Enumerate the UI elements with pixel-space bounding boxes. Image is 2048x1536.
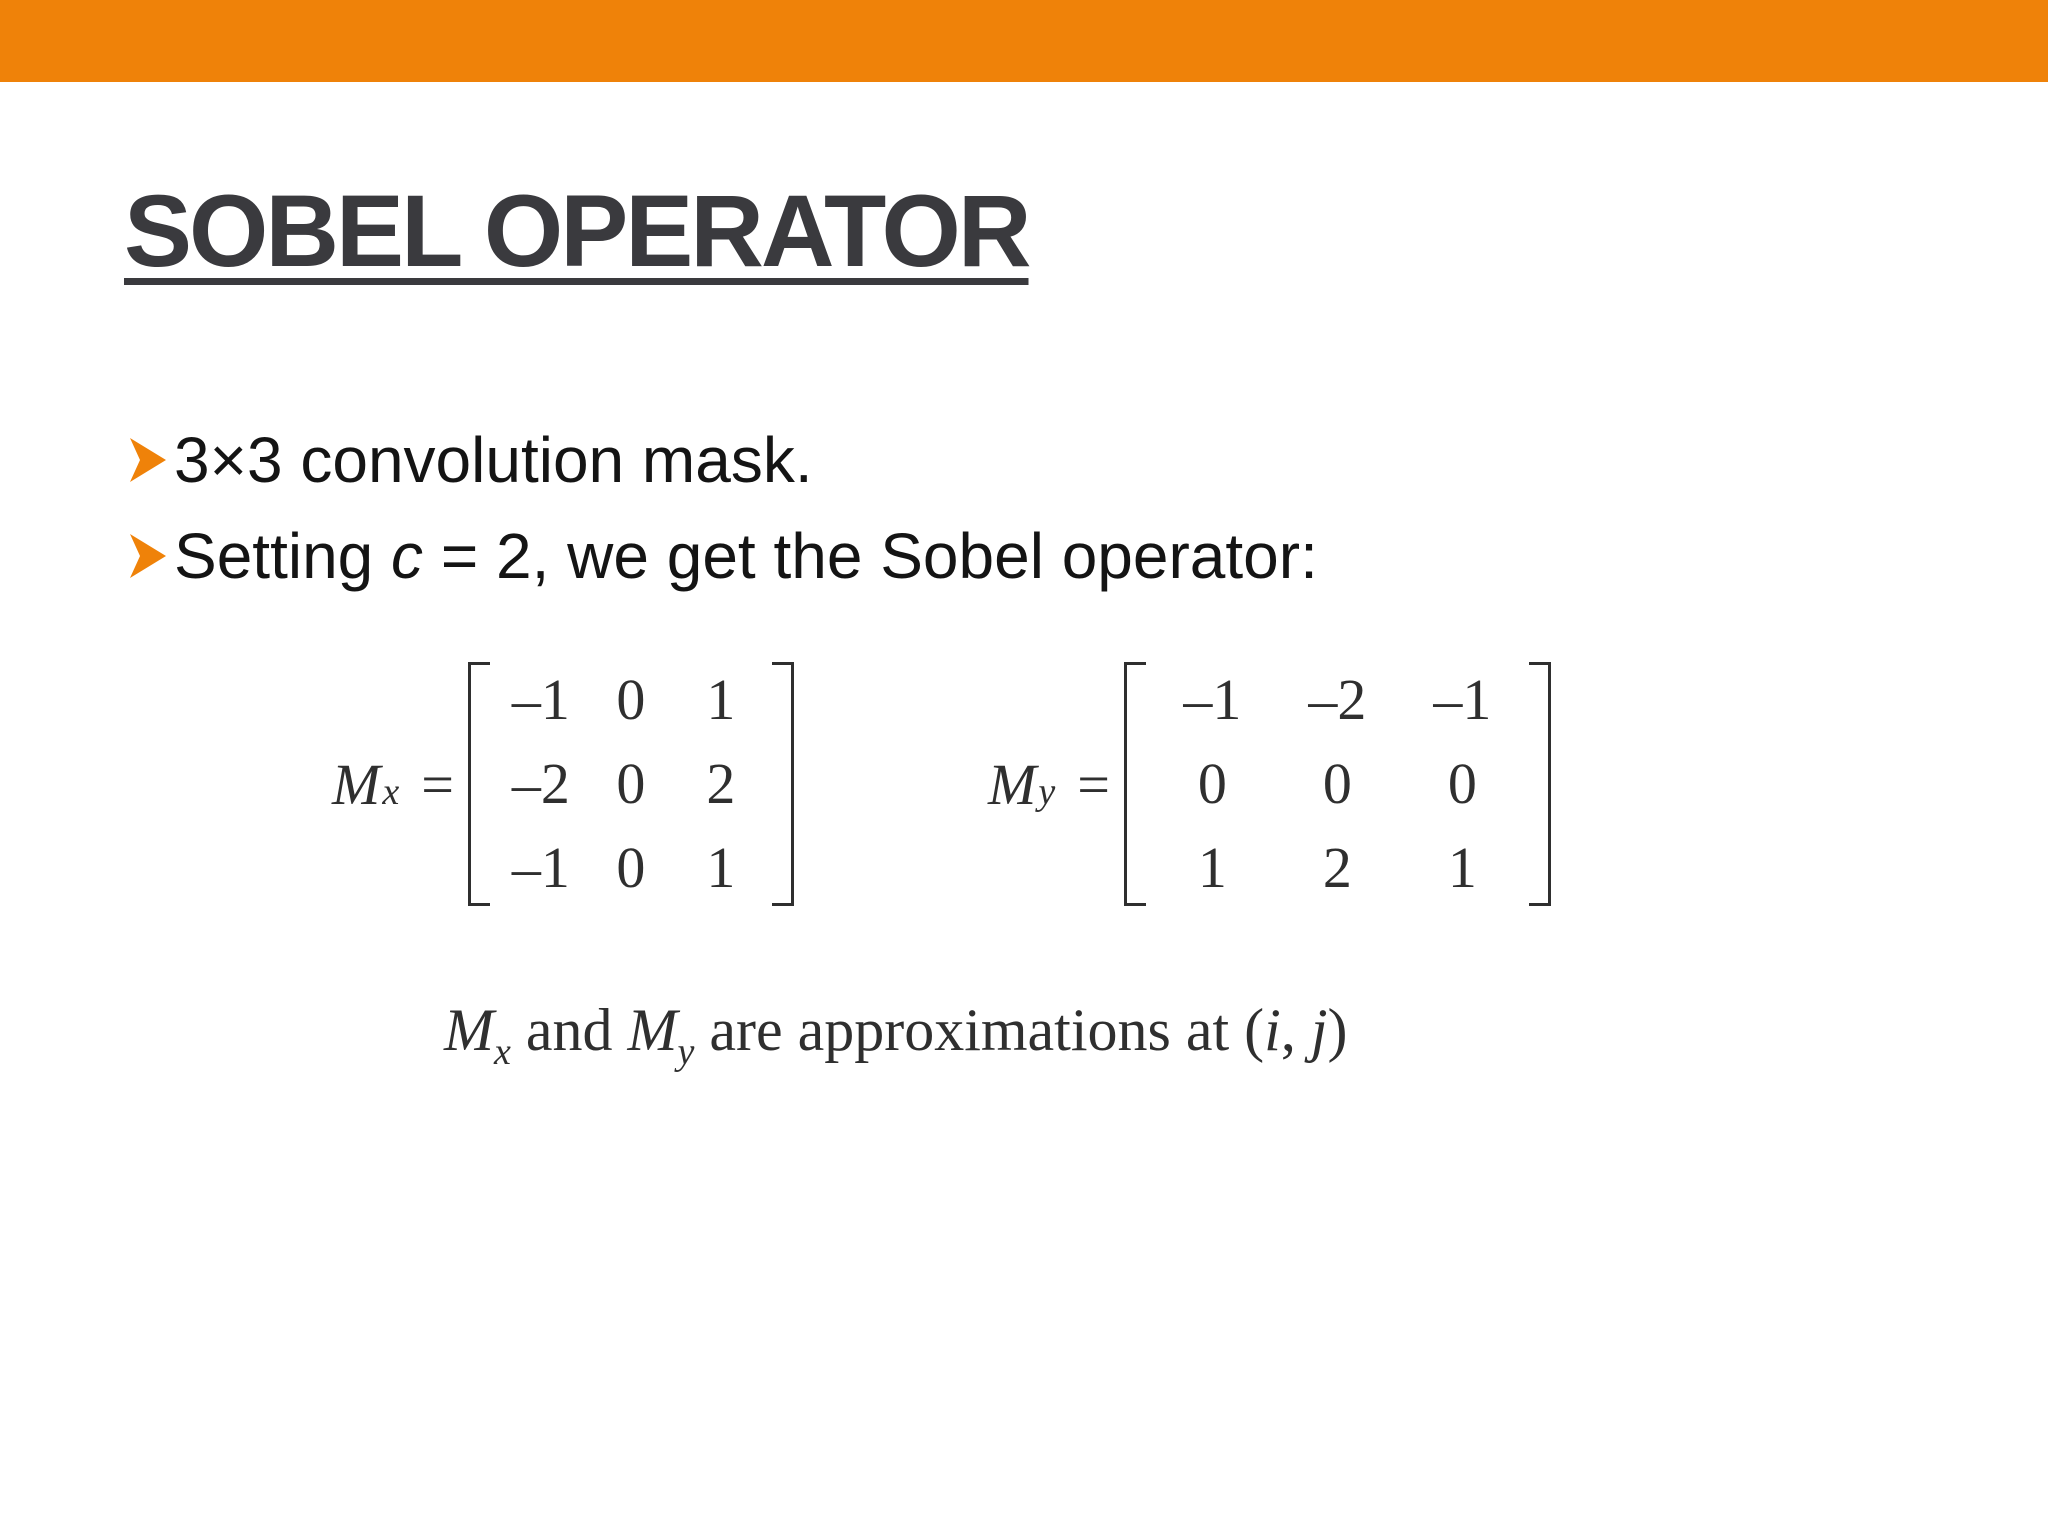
right-bracket [1529, 662, 1551, 906]
matrix-cell: –2 [511, 751, 570, 816]
bullet-item [126, 508, 1318, 604]
matrix-cell: 1 [706, 667, 736, 732]
matrix-cell: 2 [706, 751, 736, 816]
matrix-cell: 0 [1322, 751, 1352, 816]
matrix-cell: 0 [1447, 751, 1477, 816]
matrix-cell: –1 [511, 835, 570, 900]
matrix-cell: –1 [511, 667, 570, 732]
matrix-cell: 0 [616, 835, 646, 900]
header-accent-bar [0, 0, 2048, 82]
matrix-my [988, 662, 1551, 906]
matrix-cell: 2 [1322, 835, 1352, 900]
arrow-bullet-icon [126, 432, 170, 488]
matrix-cell: –1 [1433, 667, 1492, 732]
bullet-text: Setting c = 2, we get the Sobel operator: [174, 520, 1318, 592]
matrix-cell: 1 [1447, 835, 1477, 900]
matrix-grid [490, 658, 772, 910]
matrix-cell: 0 [616, 667, 646, 732]
bullet-item [126, 412, 1318, 508]
variable-c: c [391, 520, 424, 592]
bullet-text: 3×3 convolution mask. [174, 424, 813, 496]
matrix-cell: 0 [616, 751, 646, 816]
matrix-grid [1146, 658, 1529, 910]
matrix-cell: –2 [1308, 667, 1367, 732]
matrix-mx [332, 662, 794, 906]
left-bracket [468, 662, 490, 906]
arrow-bullet-icon [126, 528, 170, 584]
right-bracket [772, 662, 794, 906]
left-bracket [1124, 662, 1146, 906]
bullet-list [126, 412, 1318, 604]
matrix-caption: $M_x$ and $M_y$ are approximations at (i, j) [444, 997, 1348, 1073]
matrix-label: M y = [988, 751, 1110, 817]
matrix-label: M x = [332, 751, 454, 817]
matrix-cell: 1 [706, 835, 736, 900]
matrix-cell: –1 [1183, 667, 1242, 732]
matrix-cell: 1 [1197, 835, 1227, 900]
matrix-cell: 0 [1197, 751, 1227, 816]
slide-title: SOBEL OPERATOR [124, 174, 1029, 288]
